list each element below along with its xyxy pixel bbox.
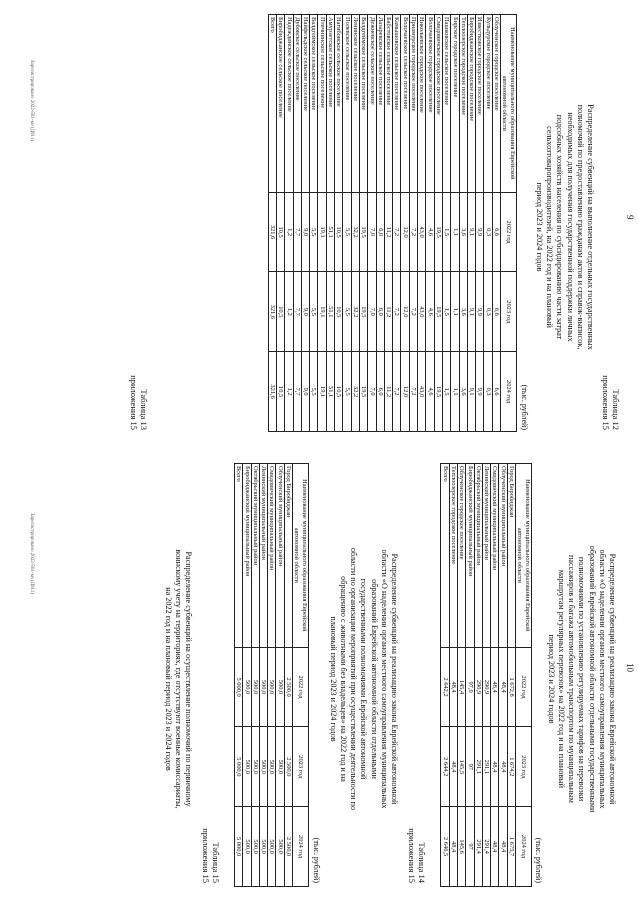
- table-row: [343, 15, 351, 432]
- table-row: [384, 15, 392, 432]
- cell-amount: 51,1: [326, 272, 334, 352]
- cell-amount: 7,7: [293, 192, 301, 272]
- page-footer: Зарегистрировано 2022-561-кн (Д911): [29, 513, 34, 594]
- table-12-label: [601, 250, 621, 430]
- cell-municipality: Полевское сельское поселение: [343, 15, 351, 193]
- title-line: пассажиров и багажа автомобильным транспортом по муниципальным: [567, 555, 577, 803]
- table-row: [467, 15, 475, 432]
- cell-amount: 7,0: [368, 192, 376, 272]
- cell-amount: 0,3: [484, 352, 492, 432]
- cell-amount: 10,5: [335, 192, 343, 272]
- cell-municipality: Всего: [441, 464, 449, 648]
- cell-amount: 291,4: [482, 807, 490, 887]
- table-label-line: приложения 15: [407, 828, 417, 883]
- table-row: [449, 464, 457, 887]
- table-12: [268, 14, 517, 432]
- cell-municipality: Дежневское сельское поселение: [368, 15, 376, 193]
- table-14-unit: (тыс. рублей): [312, 837, 321, 883]
- cell-amount: 19,5: [434, 272, 442, 352]
- table-label-line: Таблица 13: [139, 389, 149, 430]
- cell-municipality: Нагибовское сельское поселение: [335, 15, 343, 193]
- title-line: образований Еврейской автономной области отдельными государственными: [587, 545, 597, 813]
- cell-municipality: Валдгеймское сельское поселение: [310, 15, 318, 193]
- page-footer: Зарегистрировано 2022-561-кн (Д911): [29, 60, 34, 141]
- cell-amount: 1,1: [451, 352, 459, 432]
- column-header-year: 2022 год: [501, 192, 517, 272]
- table-row: [310, 15, 318, 432]
- cell-municipality: Амурзетское сельское поселение: [326, 15, 334, 193]
- cell-municipality: Октябрьский муниципальный район: [474, 464, 482, 648]
- title-line: полномочиями по установлению регулируемых тарифов на перевозки: [577, 556, 587, 802]
- cell-municipality: Птичнинское сельское поселение: [318, 15, 326, 193]
- cell-amount: 6,6: [492, 352, 500, 432]
- cell-amount: 10,5: [335, 352, 343, 432]
- table-label-line: приложения 15: [129, 375, 139, 430]
- table-header-row: [516, 464, 532, 887]
- table-row: [466, 464, 474, 887]
- cell-municipality: Всего: [234, 464, 242, 648]
- table-row: [507, 464, 515, 887]
- cell-amount: 7,2: [409, 352, 417, 432]
- cell-amount: 290,9: [474, 647, 482, 727]
- cell-amount: 500,0: [268, 727, 276, 807]
- table-row: [251, 464, 259, 887]
- cell-amount: 19,1: [318, 192, 326, 272]
- cell-municipality: Облученское городское поселение: [457, 464, 465, 648]
- table-15-label: [201, 703, 221, 883]
- cell-amount: 7,0: [368, 352, 376, 432]
- table-15-title: [162, 467, 193, 891]
- cell-municipality: Ленинское сельское поселение: [351, 15, 359, 193]
- cell-amount: 7,0: [368, 272, 376, 352]
- cell-municipality: Валдгеймское сельское поселение: [359, 15, 367, 193]
- table-13-unit: (тыс. рублей): [534, 837, 543, 883]
- table-label-line: Таблица 15: [211, 842, 221, 883]
- cell-amount: 48,4: [491, 727, 499, 807]
- title-line: образований Еврейской автономной области отдельными: [369, 579, 379, 779]
- cell-municipality: Надеждинское сельское поселение: [285, 15, 293, 193]
- table-row: [259, 464, 267, 887]
- table-label-line: приложения 15: [201, 828, 211, 883]
- table-13: [440, 463, 532, 887]
- cell-amount: 48,4: [449, 647, 457, 727]
- cell-amount: 19,5: [434, 352, 442, 432]
- cell-amount: 500,0: [268, 807, 276, 887]
- cell-amount: 19,5: [359, 352, 367, 432]
- cell-municipality: Бирское городское поселение: [451, 15, 459, 193]
- title-line: воинскому учету на территориях, где отсутствуют военные комиссариаты,: [173, 549, 183, 809]
- cell-amount: 19,1: [318, 352, 326, 432]
- cell-municipality: Смидовичский муниципальный район: [491, 464, 499, 648]
- table-13-label: [129, 250, 149, 430]
- cell-amount: 2 644,2: [441, 727, 449, 807]
- table-row: [401, 15, 409, 432]
- column-header-municipality: Наименование муниципального образования Еврейской автономной области: [516, 464, 532, 648]
- page-9: [0, 0, 639, 452]
- cell-amount: 321,6: [268, 352, 276, 432]
- cell-municipality: Октябрьский муниципальный район: [251, 464, 259, 648]
- cell-amount: 9,1: [467, 192, 475, 272]
- cell-amount: 5,5: [310, 352, 318, 432]
- table-row: [301, 15, 309, 432]
- cell-municipality: Волочаевское сельское поселение: [401, 15, 409, 193]
- table-row: [276, 15, 284, 432]
- table-row: [359, 15, 367, 432]
- table-row: [491, 464, 499, 887]
- cell-amount: 48,4: [499, 807, 507, 887]
- title-line: период 2023 и 2024 годов: [546, 634, 556, 724]
- cell-amount: 5,5: [310, 192, 318, 272]
- cell-amount: 10,5: [276, 272, 284, 352]
- column-header-year: 2023 год: [516, 727, 532, 807]
- cell-amount: 500,0: [251, 647, 259, 727]
- cell-amount: 12,0: [401, 272, 409, 352]
- cell-amount: 3,6: [459, 352, 467, 432]
- table-12-unit: (тыс. рублей): [520, 384, 529, 430]
- cell-amount: 32,2: [351, 192, 359, 272]
- cell-amount: 2 500,0: [284, 807, 292, 887]
- cell-amount: 7,2: [393, 192, 401, 272]
- cell-amount: 1,2: [285, 192, 293, 272]
- table-row: [335, 15, 343, 432]
- table-row: [409, 15, 417, 432]
- cell-municipality: Бабстовское сельское поселение: [384, 15, 392, 193]
- cell-municipality: Камышовское сельское поселение: [393, 15, 401, 193]
- cell-amount: 500,0: [259, 807, 267, 887]
- table-row: [499, 464, 507, 887]
- cell-amount: 500,0: [243, 647, 251, 727]
- title-line: Распределение субвенций на реализацию закона Еврейской автономной: [608, 553, 617, 805]
- column-header-year: 2024 год: [501, 352, 517, 432]
- table-row: [442, 15, 450, 432]
- cell-amount: 12,0: [401, 192, 409, 272]
- cell-amount: 6,0: [376, 272, 384, 352]
- table-label-line: приложения 15: [601, 375, 611, 430]
- cell-municipality: Биробиджанское городское поселение: [467, 15, 475, 193]
- table-label-line: Таблица 12: [611, 389, 621, 430]
- cell-amount: 6,0: [376, 352, 384, 432]
- title-line: государственными полномочиями Еврейской автономной: [359, 578, 369, 780]
- cell-municipality: Найфельдское сельское поселение: [301, 15, 309, 193]
- table-row: [459, 15, 467, 432]
- cell-amount: 48,4: [449, 807, 457, 887]
- cell-amount: 145,4: [457, 647, 465, 727]
- title-line: на 2022 год и на плановый период 2023 и 2024 годов: [163, 587, 173, 771]
- table-row: [234, 464, 242, 887]
- title-line: Распределение субвенций на выполнение отдельных государственных: [586, 104, 595, 350]
- cell-amount: 500,0: [251, 807, 259, 887]
- cell-municipality: Лазаревское сельское поселение: [376, 15, 384, 193]
- cell-amount: 1 672,8: [507, 647, 515, 727]
- cell-amount: 1 674,2: [507, 727, 515, 807]
- table-12-title: [534, 18, 595, 436]
- table-row: [293, 15, 301, 432]
- title-line: области «О наделении органов местного самоуправления муниципальных: [379, 549, 389, 809]
- title-line: плановый период 2023 и 2024 годов: [328, 616, 338, 742]
- table-14: [234, 463, 309, 887]
- table-row: [276, 464, 284, 887]
- cell-amount: 6,6: [492, 192, 500, 272]
- cell-amount: 1,5: [442, 272, 450, 352]
- cell-amount: 5 000,0: [234, 727, 242, 807]
- title-line: области по организации мероприятий при осуществлении деятельности по: [349, 547, 359, 811]
- cell-amount: 10,5: [276, 352, 284, 432]
- cell-amount: 10,5: [276, 192, 284, 272]
- cell-municipality: Смидовичское городское поселение: [434, 15, 442, 193]
- cell-amount: 97,0: [466, 647, 474, 727]
- cell-amount: 11,2: [384, 352, 392, 432]
- cell-amount: 500,0: [251, 727, 259, 807]
- column-header-municipality: Наименование муниципального образования Еврейской автономной области: [501, 15, 517, 193]
- cell-amount: 2 500,0: [284, 727, 292, 807]
- title-line: подсобных хозяйств населения по субсидированию части затрат: [555, 114, 565, 340]
- table-row: [474, 464, 482, 887]
- cell-amount: 4,6: [426, 192, 434, 272]
- cell-municipality: Город Биробиджан: [507, 464, 515, 648]
- cell-amount: 7,7: [293, 272, 301, 352]
- cell-amount: 291,4: [474, 807, 482, 887]
- cell-amount: 5 000,0: [234, 807, 242, 887]
- cell-amount: 9,0: [301, 352, 309, 432]
- cell-amount: 7,2: [409, 192, 417, 272]
- table-row: [484, 15, 492, 432]
- cell-amount: 500,0: [276, 807, 284, 887]
- table-row: [441, 464, 449, 887]
- cell-amount: 1 675,7: [507, 807, 515, 887]
- cell-amount: 11,2: [384, 192, 392, 272]
- cell-municipality: Облученский муниципальный район: [276, 464, 284, 648]
- cell-amount: 145,5: [457, 727, 465, 807]
- table-row: [284, 464, 292, 887]
- cell-amount: 9,9: [476, 192, 484, 272]
- cell-amount: 1,5: [442, 192, 450, 272]
- column-header-year: 2023 год: [501, 272, 517, 352]
- cell-amount: 1,2: [285, 352, 293, 432]
- column-header-year: 2022 год: [293, 647, 309, 727]
- cell-amount: 7,2: [393, 272, 401, 352]
- cell-amount: 19,5: [359, 192, 367, 272]
- cell-municipality: Всего: [268, 15, 276, 193]
- cell-amount: 4,6: [426, 352, 434, 432]
- table-row: [476, 15, 484, 432]
- cell-municipality: Облученский муниципальный район: [499, 464, 507, 648]
- cell-amount: 5,5: [343, 352, 351, 432]
- cell-amount: 0,3: [484, 272, 492, 352]
- page-number: 9: [625, 215, 635, 220]
- cell-amount: 48,4: [499, 727, 507, 807]
- cell-amount: 1,5: [442, 352, 450, 432]
- title-line: Распределение субвенций на осуществление полномочий по первичному: [184, 551, 193, 807]
- cell-amount: 5,5: [343, 272, 351, 352]
- cell-amount: 9,0: [301, 192, 309, 272]
- table-row: [268, 464, 276, 887]
- cell-municipality: Приамурское городское поселение: [409, 15, 417, 193]
- table-row: [482, 464, 490, 887]
- table-row: [285, 15, 293, 432]
- title-line: Распределение субвенций на реализацию закона Еврейской автономной: [390, 553, 399, 805]
- cell-amount: 500,0: [259, 727, 267, 807]
- cell-amount: 3,6: [459, 192, 467, 272]
- cell-amount: 321,6: [268, 192, 276, 272]
- table-row: [434, 15, 442, 432]
- cell-amount: 4,6: [426, 272, 434, 352]
- table-row: [268, 15, 276, 432]
- cell-municipality: Известковское городское поселение: [476, 15, 484, 193]
- cell-municipality: Дубовское сельское поселение: [293, 15, 301, 193]
- cell-amount: 7,2: [409, 272, 417, 352]
- title-line: области «О наделении органов местного самоуправления муниципальных: [597, 549, 607, 809]
- cell-municipality: Город Биробиджан: [284, 464, 292, 648]
- cell-amount: 500,0: [276, 647, 284, 727]
- table-label-line: Таблица 14: [417, 842, 427, 883]
- cell-amount: 321,6: [268, 272, 276, 352]
- cell-amount: 48,4: [499, 647, 507, 727]
- cell-amount: 48,4: [491, 807, 499, 887]
- cell-municipality: Смидовичский муниципальный район: [268, 464, 276, 648]
- page-10: [0, 453, 639, 905]
- cell-amount: 43,0: [418, 192, 426, 272]
- cell-amount: 5,5: [343, 192, 351, 272]
- table-row: [418, 15, 426, 432]
- cell-amount: 500,0: [276, 727, 284, 807]
- cell-amount: 2 646,5: [441, 807, 449, 887]
- cell-amount: 48,4: [449, 727, 457, 807]
- column-header-year: 2023 год: [293, 727, 309, 807]
- cell-municipality: Кульдурское городское поселение: [484, 15, 492, 193]
- cell-municipality: Ленинский муниципальный район: [482, 464, 490, 648]
- cell-municipality: Облученское городское поселение: [492, 15, 500, 193]
- cell-amount: 2 642,2: [441, 647, 449, 727]
- cell-amount: 10,5: [335, 272, 343, 352]
- cell-municipality: Биробиджанский муниципальный район: [466, 464, 474, 648]
- cell-amount: 1,1: [451, 272, 459, 352]
- table-row: [243, 464, 251, 887]
- cell-amount: 291,1: [474, 727, 482, 807]
- cell-amount: 48,4: [491, 647, 499, 727]
- cell-amount: 500,0: [268, 647, 276, 727]
- cell-amount: 9,9: [476, 352, 484, 432]
- cell-amount: 19,5: [434, 192, 442, 272]
- table-header-row: [293, 464, 309, 887]
- cell-amount: 290,9: [482, 647, 490, 727]
- cell-municipality: Николаевское городское поселение: [418, 15, 426, 193]
- table-row: [318, 15, 326, 432]
- cell-municipality: Биробиджанский муниципальный район: [243, 464, 251, 648]
- table-row: [351, 15, 359, 432]
- cell-amount: 19,1: [318, 272, 326, 352]
- cell-municipality: Ленинский муниципальный район: [259, 464, 267, 648]
- table-header-row: [501, 15, 517, 432]
- table-14-label: [407, 703, 427, 883]
- cell-amount: 43,0: [418, 352, 426, 432]
- table-row: [451, 15, 459, 432]
- cell-amount: 6,0: [376, 192, 384, 272]
- column-header-municipality: Наименование муниципального образования Еврейской автономной области: [293, 464, 309, 648]
- cell-amount: 97: [466, 807, 474, 887]
- table-row: [393, 15, 401, 432]
- cell-municipality: Теплоозерское городское поселение: [459, 15, 467, 193]
- cell-amount: 6,6: [492, 272, 500, 352]
- cell-amount: 9,0: [301, 272, 309, 352]
- cell-municipality: Биробиджанское сельское поселение: [276, 15, 284, 193]
- cell-amount: 32,2: [351, 272, 359, 352]
- cell-amount: 500,0: [259, 647, 267, 727]
- column-header-year: 2024 год: [293, 807, 309, 887]
- table-row: [426, 15, 434, 432]
- cell-amount: 9,9: [476, 272, 484, 352]
- table-13-title: [546, 467, 617, 891]
- cell-amount: 5,5: [310, 272, 318, 352]
- cell-amount: 9,1: [467, 272, 475, 352]
- cell-amount: 51,1: [326, 192, 334, 272]
- cell-municipality: Пашковское сельское поселение: [442, 15, 450, 193]
- cell-amount: 1,1: [451, 192, 459, 272]
- cell-amount: 5 000,0: [234, 647, 242, 727]
- cell-amount: 291,1: [482, 727, 490, 807]
- title-line: необходимых для получения государственной поддержки личных: [565, 112, 575, 342]
- column-header-year: 2024 год: [516, 807, 532, 887]
- column-header-year: 2022 год: [516, 647, 532, 727]
- cell-amount: 11,2: [384, 272, 392, 352]
- cell-municipality: Теплоозерское городское поселение: [449, 464, 457, 648]
- title-line: маршрутам регулярных перевозок» на 2022 год и на плановый: [556, 569, 566, 789]
- cell-amount: 12,0: [401, 352, 409, 432]
- cell-amount: 43,0: [418, 272, 426, 352]
- cell-amount: 2 500,0: [284, 647, 292, 727]
- cell-amount: 3,6: [459, 272, 467, 352]
- cell-municipality: Волочаевское городское поселение: [426, 15, 434, 193]
- cell-amount: 7,7: [293, 352, 301, 432]
- table-row: [326, 15, 334, 432]
- cell-amount: 19,5: [359, 272, 367, 352]
- title-line: период 2023 и 2024 годов: [534, 182, 544, 272]
- cell-amount: 0,3: [484, 192, 492, 272]
- cell-amount: 500,0: [243, 807, 251, 887]
- cell-amount: 1,2: [285, 272, 293, 352]
- table-row: [368, 15, 376, 432]
- table-row: [492, 15, 500, 432]
- title-line: обращению с животными без владельцев» на 2022 год и на: [338, 576, 348, 782]
- title-line: сельхозтоваропроизводителей, на 2022 год и на плановый: [545, 126, 555, 328]
- cell-amount: 7,2: [393, 352, 401, 432]
- cell-amount: 9,1: [467, 352, 475, 432]
- title-line: полномочий по предоставлению гражданам актов и справок-выписок,: [575, 104, 585, 350]
- cell-amount: 145,6: [457, 807, 465, 887]
- cell-amount: 500,0: [243, 727, 251, 807]
- cell-amount: 51,1: [326, 352, 334, 432]
- table-14-title: [328, 467, 399, 891]
- cell-amount: 32,2: [351, 352, 359, 432]
- page-number: 10: [625, 663, 635, 672]
- cell-amount: 97: [466, 727, 474, 807]
- table-row: [457, 464, 465, 887]
- table-row: [376, 15, 384, 432]
